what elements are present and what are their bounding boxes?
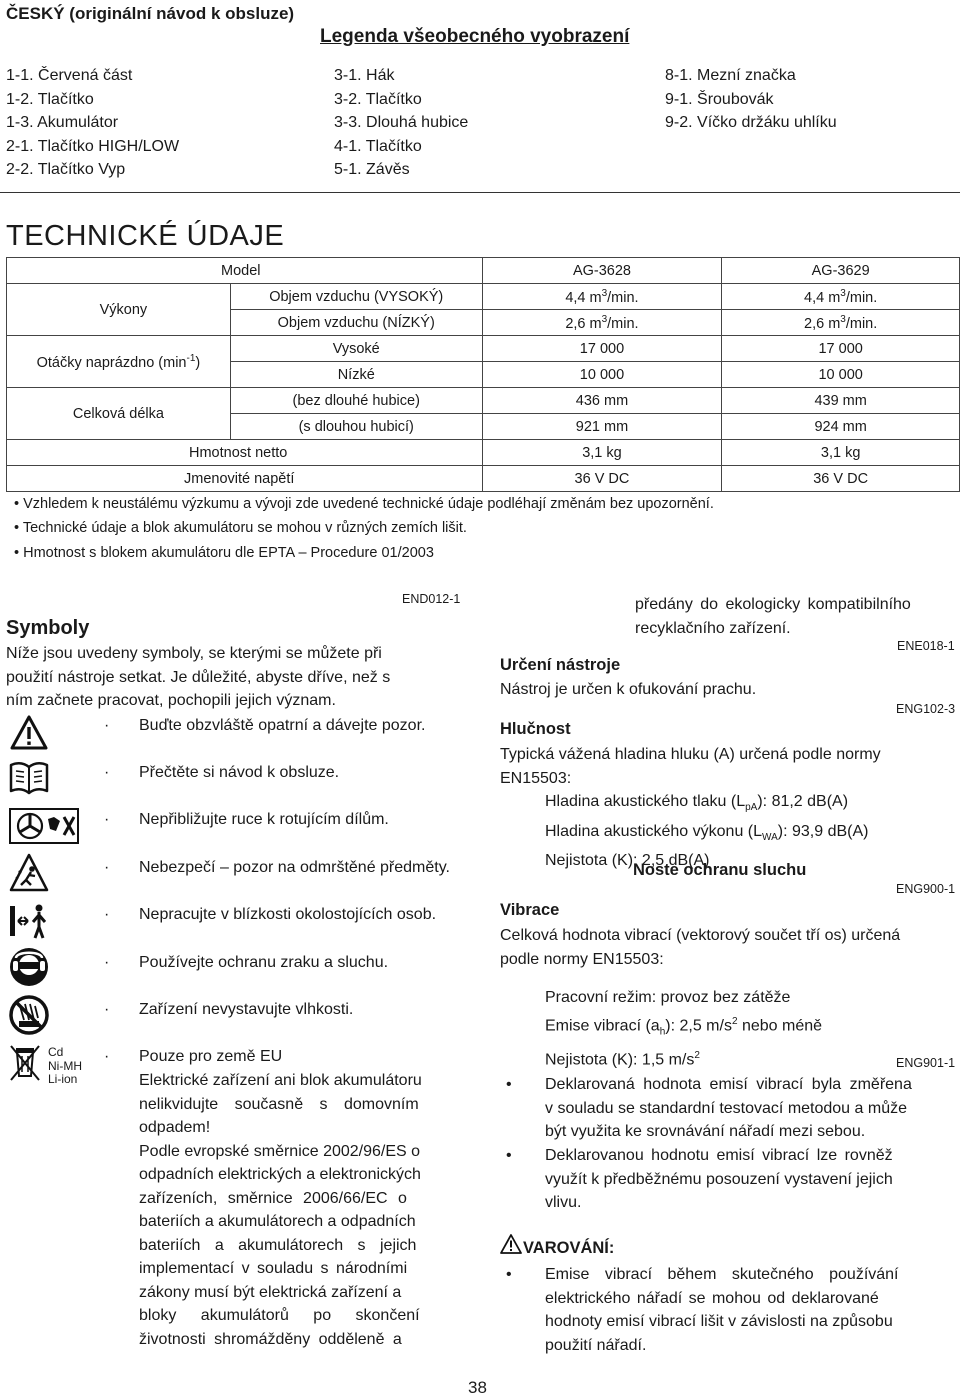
paragraph-line: životnosti shromážděny odděleně a	[139, 1330, 402, 1348]
symbol-text: Používejte ochranu zraku a sluchu.	[139, 954, 389, 971]
warning-title: VAROVÁNÍ:	[523, 1239, 615, 1257]
symbol-text: Nepracujte v blízkosti okolostojících osob.	[139, 906, 437, 923]
performance-label: Výkony	[7, 284, 231, 336]
paragraph-line: Níže jsou uvedeny symboly, se kterými se můžete při	[6, 645, 382, 662]
vibration-text	[500, 924, 958, 971]
battery-chemistry-labels	[48, 1046, 82, 1087]
symbol-text: Zařízení nevystavujte vlhkosti.	[139, 1001, 354, 1018]
len-with-label: (s dlouhou hubicí)	[230, 414, 482, 440]
sound-pressure: Hladina akustického tlaku $(L_{pA})$: 81,2 dB(A)	[545, 793, 849, 814]
paragraph-line: použití nástroje setkat. Je důležité, abyste dříve, než s	[6, 668, 391, 686]
legend-item: 3-1. Hák	[334, 67, 395, 84]
intended-use-title: Určení nástroje	[500, 656, 621, 674]
value-cell: 439 mm	[722, 388, 960, 414]
symbols-title: Symboly	[6, 617, 90, 639]
legend-item: 1-1. Červená část	[6, 67, 133, 84]
section-divider	[0, 192, 960, 193]
read-manual-book-icon	[8, 756, 50, 798]
recycling-continuation	[635, 593, 957, 640]
model-label: Model	[7, 258, 483, 284]
model-cell: AG-3628	[482, 258, 722, 284]
wear-ear-protection: Noste ochranu sluchu	[633, 861, 807, 879]
document-language-title: ČESKÝ (originální návod k obsluze)	[6, 4, 295, 23]
value-cell: 4,4 $m^3/\min$.	[722, 284, 960, 310]
legend-item: 1-3. Akumulátor	[6, 114, 119, 131]
table-row	[7, 440, 960, 466]
paragraph-line: využít k předběžnému posouzení vystavení jejich	[545, 1170, 893, 1188]
value-cell: 436 mm	[482, 388, 722, 414]
warning-triangle-icon	[8, 712, 50, 754]
chemistry-label: Ni-MH	[48, 1058, 82, 1073]
paragraph-line: recyklačního zařízení.	[635, 619, 791, 637]
table-row	[7, 336, 960, 362]
paragraph-line: být využita ke srovnávání nářadí mezi sebou.	[545, 1123, 866, 1140]
value-cell: 17 000	[722, 336, 960, 362]
table-row	[7, 388, 960, 414]
section-code: ENE018-1	[897, 639, 955, 653]
value-cell: 36 V DC	[722, 466, 960, 492]
paragraph-line: Emise vibrací během skutečného používání	[545, 1266, 899, 1283]
legend-item: 8-1. Mezní značka	[665, 67, 796, 84]
air-high-label: Objem vzduchu (VYSOKÝ)	[230, 284, 482, 310]
legend-item: 2-1. Tlačítko HIGH/LOW	[6, 137, 180, 155]
spec-note: • Hmotnost s blokem akumulátoru dle EPTA – Procedure 01/2003	[14, 545, 434, 561]
legend-column-3	[665, 64, 837, 135]
paragraph-line: elektrického nářadí se mohou od deklarované	[545, 1289, 879, 1307]
paragraph-line: odpadních elektrických a elektronických	[139, 1166, 421, 1183]
spec-note: • Vzhledem k neustálému výzkumu a vývoji zde uvedené technické údaje podléhají změnám bez upozornění.	[14, 496, 714, 512]
page-number: 38	[468, 1378, 487, 1397]
intended-use-text: Nástroj je určen k ofukování prachu.	[500, 681, 757, 698]
legend-item: 4-1. Tlačítko	[334, 137, 422, 155]
paragraph-line: hodnoty emisí vibrací lišit v závislosti na způsobu	[545, 1313, 893, 1330]
value-cell: 921 mm	[482, 414, 722, 440]
noise-uncertainty: Nejistota (K): 2,5 dB(A)	[545, 852, 710, 870]
paragraph-line: bateriích a akumulátorech s jejich	[139, 1236, 417, 1254]
len-without-label: (bez dlouhé hubice)	[230, 388, 482, 414]
table-row	[7, 284, 960, 310]
paragraph-line: implementací v souladu s národními	[139, 1260, 408, 1277]
paragraph-line: bateriích a akumulátorech a odpadních	[139, 1213, 416, 1230]
paragraph-line: nelikvidujte současně s domovním	[139, 1095, 419, 1113]
legend-item: 9-2. Víčko držáku uhlíku	[665, 114, 837, 131]
paragraph-line: Deklarovanou hodnotu emisí vibrací lze rovněž	[545, 1147, 893, 1164]
symbol-text: Nepřibližujte ruce k rotujícím dílům.	[139, 811, 389, 828]
vibration-emission: Emise vibrací $(a_h)$: 2,5 $m/s^2$ nebo méně	[545, 1015, 823, 1038]
warning-bullet: • Emise vibrací během skutečného používání elektrického nářadí se mohou od deklarované hodnoty emisí vibrací lišit v závislosti na způsobu použití nářadí.	[500, 1263, 960, 1357]
legend-title: Legenda všeobecného vyobrazení	[320, 26, 630, 47]
value-cell: 36 V DC	[482, 466, 722, 492]
table-row	[7, 258, 960, 284]
air-low-label: Objem vzduchu (NÍZKÝ)	[230, 310, 482, 336]
paragraph-line: Podle evropské směrnice 2002/96/ES o	[139, 1142, 421, 1160]
symbol-text: Nebezpečí – pozor na odmrštěné předměty.	[139, 859, 450, 876]
eye-ear-protection-icon	[8, 946, 50, 988]
overall-length-label: Celková délka	[7, 388, 231, 440]
paragraph-line: vlivu.	[545, 1194, 582, 1211]
value-cell: 3,1 kg	[482, 440, 722, 466]
paragraph-line: Typická vážená hladina hluku (A) určená podle normy	[500, 746, 881, 763]
value-cell: 17 000	[482, 336, 722, 362]
symbol-text: Přečtěte si návod k obsluze.	[139, 764, 340, 781]
vibration-title: Vibrace	[500, 901, 560, 919]
symbol-text: Pouze pro země EU	[139, 1048, 283, 1065]
value-cell: 2,6 $m^3/\min$.	[722, 310, 960, 336]
section-code: ENG900-1	[896, 882, 956, 896]
work-mode: Pracovní režim: provoz bez zátěže	[545, 989, 791, 1006]
paragraph-line: zákony musí být elektrická zařízení a	[139, 1283, 402, 1301]
paragraph-line: použití nářadí.	[545, 1336, 647, 1354]
tech-data-title: TECHNICKÉ ÚDAJE	[6, 220, 285, 252]
symbols-intro	[6, 642, 464, 713]
paragraph-line: bloky akumulátorů po skončení	[139, 1307, 420, 1324]
chemistry-label: Cd	[48, 1045, 64, 1059]
eu-disposal-text	[139, 1069, 464, 1351]
paragraph-line: EN15503:	[500, 769, 572, 787]
paragraph-line: odpadem!	[139, 1119, 211, 1136]
paragraph-line: předány do ekologicky kompatibilního	[635, 596, 911, 613]
spec-note: • Technické údaje a blok akumulátoru se mohou v různých zemích lišit.	[14, 520, 467, 536]
rated-voltage-label: Jmenovité napětí	[7, 466, 483, 492]
paragraph-line: podle normy EN15503:	[500, 950, 664, 968]
paragraph-line: Elektrické zařízení ani blok akumulátoru	[139, 1072, 422, 1089]
value-cell: 10 000	[722, 362, 960, 388]
net-weight-label: Hmotnost netto	[7, 440, 483, 466]
value-cell: 924 mm	[722, 414, 960, 440]
legend-item: 3-2. Tlačítko	[334, 90, 422, 108]
section-code: ENG102-3	[896, 702, 956, 716]
spec-table	[6, 257, 960, 492]
no-load-speed-label: Otáčky naprázdno $(\min^{-1})$	[7, 336, 231, 388]
paragraph-line: Deklarovaná hodnota emisí vibrací byla změřena	[545, 1076, 912, 1093]
value-cell: 3,1 kg	[722, 440, 960, 466]
section-code: ENG901-1	[896, 1056, 956, 1070]
paragraph-line: Celková hodnota vibrací (vektorový součet tří os) určená	[500, 927, 901, 944]
legend-column-2	[334, 64, 468, 182]
rpm-low-label: Nízké	[230, 362, 482, 388]
flying-debris-icon	[8, 852, 50, 894]
rotating-parts-hand-icon	[8, 805, 80, 847]
noise-text	[500, 743, 958, 790]
section-code: END012-1	[402, 592, 461, 606]
legend-column-1	[6, 64, 179, 182]
crossed-bin-icon	[8, 1042, 42, 1084]
value-cell: 10 000	[482, 362, 722, 388]
paragraph-line: ním začnete pracovat, pochopili jejich význam.	[6, 692, 336, 709]
chemistry-label: Li-ion	[48, 1072, 78, 1086]
legend-item: 3-3. Dlouhá hubice	[334, 114, 469, 131]
vibration-uncertainty: Nejistota (K): 1,5 $m/s^2$	[545, 1049, 700, 1068]
table-row	[7, 466, 960, 492]
legend-item: 2-2. Tlačítko Vyp	[6, 161, 126, 178]
sound-power: Hladina akustického výkonu $(L_{WA})$: 93,9 dB(A)	[545, 822, 869, 843]
paragraph-line: zařízeních, směrnice 2006/66/EC o	[139, 1189, 407, 1207]
paragraph-line: v souladu se standardní testovací metodou a může	[545, 1099, 907, 1117]
symbol-text: Buďte obzvláště opatrní a dávejte pozor.	[139, 717, 426, 734]
vibration-bullet-1: • Deklarovaná hodnota emisí vibrací byla změřena v souladu se standardní testovací metodou a může být využita ke srovnávání nářadí mezi sebou.	[500, 1073, 960, 1144]
warning-icon	[500, 1234, 522, 1254]
no-moisture-icon	[8, 994, 50, 1036]
model-cell: AG-3629	[722, 258, 960, 284]
keep-bystanders-away-icon	[8, 900, 50, 942]
vibration-values	[545, 986, 822, 1071]
legend-item: 1-2. Tlačítko	[6, 90, 94, 108]
value-cell: 2,6 $m^3/\min$.	[482, 310, 722, 336]
value-cell: 4,4 $m^3/\min$.	[482, 284, 722, 310]
noise-title: Hlučnost	[500, 720, 571, 738]
legend-item: 9-1. Šroubovák	[665, 90, 774, 108]
vibration-bullet-2: • Deklarovanou hodnotu emisí vibrací lze rovněž využít k předběžnému posouzení vystavení jejich vlivu.	[500, 1144, 960, 1215]
rpm-high-label: Vysoké	[230, 336, 482, 362]
legend-item: 5-1. Závěs	[334, 161, 410, 178]
